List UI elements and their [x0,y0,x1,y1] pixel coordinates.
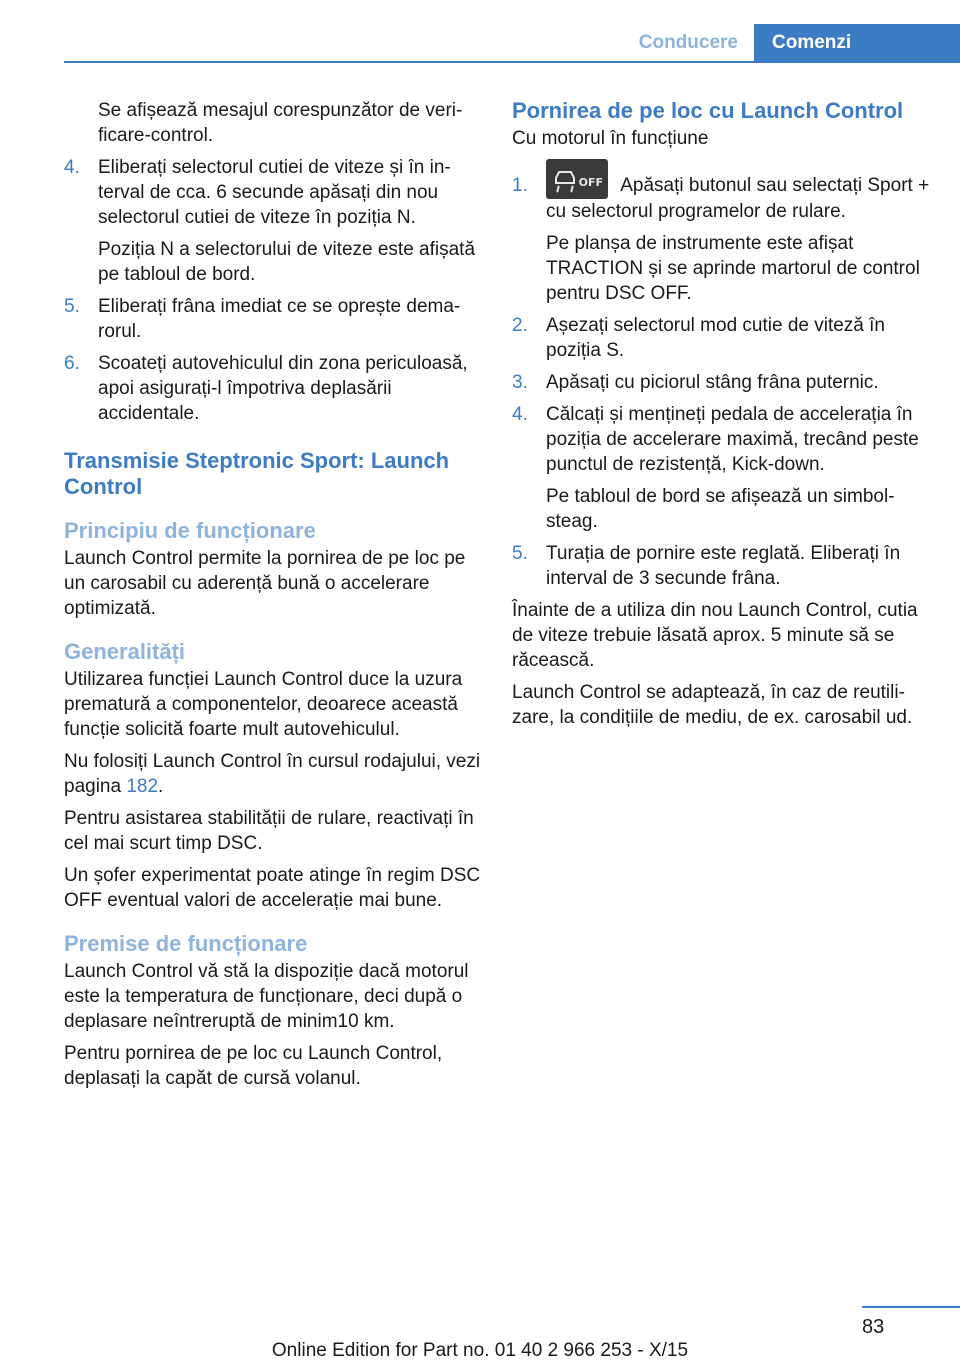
list-item [512,313,932,363]
generalitati-heading: Generalități [64,639,186,664]
list-item [512,541,932,591]
tab-comenzi[interactable]: Comenzi [754,24,960,62]
step-1-text: Apăsați butonul sau selectați Sport + cu selectorul programelor de rulare. [546,175,930,222]
section-title: Transmisie Steptronic Sport: Launch Control [64,448,450,499]
step-text: Eliberați frâna imediat ce se oprește demarorul. [98,296,461,342]
left-column [64,98,482,1098]
traction-off-icon [546,159,608,199]
car-skid-icon [550,164,580,194]
step-note: Poziția N a selectorului de viteze este afișată pe tabloul de bord. [98,239,476,285]
launch-subtitle: Cu motorul în funcțiune [512,128,709,149]
header-rule [64,61,960,63]
step-number: 1. [512,175,528,196]
step-note: Pe tabloul de bord se afișează un simbol-steag. [546,486,895,532]
cooldown-paragraph: Înainte de a utiliza din nou Launch Control, cutia de viteze trebuie lăsată aprox. 5 minute să se răcească. [512,600,918,671]
intro-paragraph: Se afișează mesajul corespunzător de verificare-control. [98,100,463,146]
step-note: Pe planșa de instrumente este afișat TRACTION și se aprinde martorul de control pentru DSC OFF. [546,233,920,304]
step-number: 5. [64,296,80,317]
rodaj-paragraph [64,749,482,799]
principiu-text: Launch Control permite la pornirea de pe loc pe un carosabil cu aderență bună o accelerare optimizată. [64,548,466,619]
step-number: 3. [512,372,528,393]
step-text: Așezați selectorul mod cutie de viteză în poziția S. [546,315,886,361]
dsc-paragraph: Pentru asistarea stabilității de rulare, reactivați în cel mai scurt timp DSC. [64,808,474,854]
launch-heading: Pornirea de pe loc cu Launch Control [512,98,904,123]
step-text: Turația de pornire este reglată. Eliberați în interval de 3 secunde frâna. [546,543,901,589]
icon-off-label: OFF [578,176,603,189]
step-number: 5. [512,543,528,564]
step-number: 6. [64,353,80,374]
rodaj-text: Nu folosiți Launch Control în cursul rodajului, vezi pagina [64,751,481,797]
generalitati-paragraph: Utilizarea funcției Launch Control duce la uzura prematură a componentelor, deoarece această funcție solicită foarte mult autovehiculul. [64,669,463,740]
step-text: Eliberați selectorul cutiei de viteze și în interval de cca. 6 secunde apăsați din nou selectorul cutiei de viteze în poziția N. [98,157,451,228]
page-number: 83 [862,1316,885,1338]
volan-paragraph: Pentru pornirea de pe loc cu Launch Control, deplasați la capăt de cursă volanul. [64,1043,443,1089]
list-item [512,173,932,306]
footer-rule [862,1306,960,1308]
list-item [64,155,482,287]
list-item [512,402,932,534]
tab-conducere[interactable]: Conducere [599,24,754,62]
step-number: 4. [64,157,80,178]
page-link[interactable]: 182 [126,776,159,797]
step-text: Apăsați cu piciorul stâng frâna puternic. [546,372,879,393]
list-item [512,370,932,395]
step-text [546,173,932,224]
dsc-off-paragraph: Un șofer experimentat poate atinge în regim DSC OFF eventual valori de accelerație mai bune. [64,865,481,911]
premise-paragraph: Launch Control vă stă la dispoziție dacă motorul este la temperatura de funcționare, deci după o deplasare neîntreruptă de minim10 km. [64,961,469,1032]
list-item [64,351,482,426]
step-text: Scoateți autovehiculul din zona periculoasă, apoi asigurați-l împotriva deplasării accidentale. [98,353,468,424]
step-number: 4. [512,404,528,425]
rodaj-end: . [158,776,164,797]
edition-footer: Online Edition for Part no. 01 40 2 966 253 - X/15 [271,1340,689,1361]
principiu-heading: Principiu de funcționare [64,518,316,543]
step-number: 2. [512,315,528,336]
premise-heading: Premise de funcționare [64,931,308,956]
header-tabs [599,24,960,62]
right-column [512,98,932,737]
adapt-paragraph: Launch Control se adaptează, în caz de reutilizare, la condițiile de mediu, de ex. carosabil ud. [512,682,913,728]
step-text: Călcați și mențineți pedala de accelerația în poziția de accelerare maximă, trecând peste punctul de rezistență, Kick-down. [546,404,919,475]
list-item [64,294,482,344]
